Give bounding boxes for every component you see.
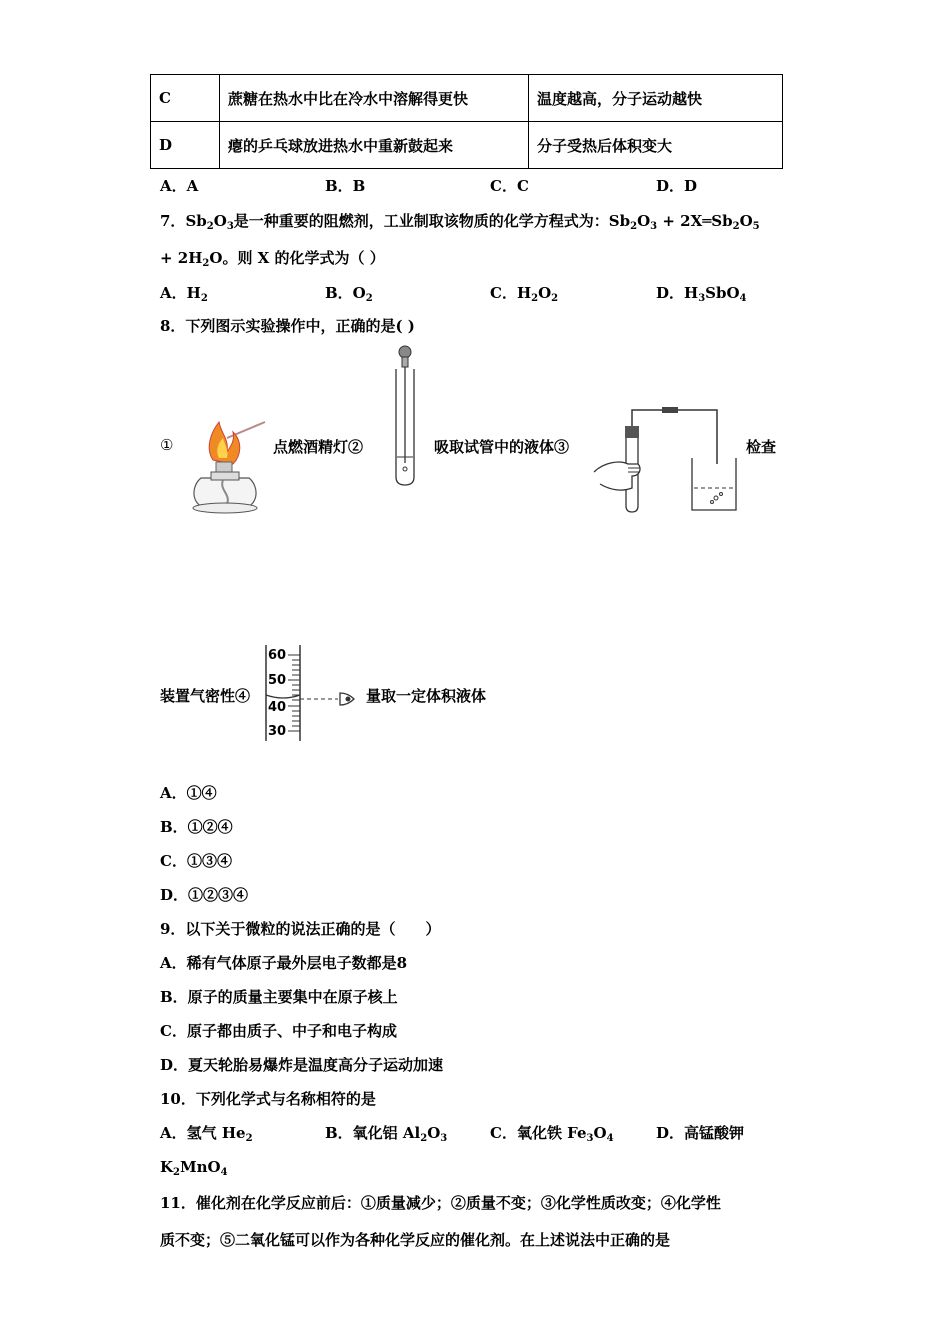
q10-option-b[interactable]: B．氧化铝 $Al_2O_3$ [325,1124,448,1144]
q7-option-a[interactable]: A．$H_2$ [160,284,208,304]
measuring-cylinder-image [262,643,362,743]
q9-option-a[interactable]: A．稀有气体原子最外层电子数都是8 [160,954,408,972]
cylinder-tick-label: 50 [268,673,287,688]
table-cell-phenomenon: 蔗糖在热水中比在冷水中溶解得更快 [220,75,529,122]
q9-option-c[interactable]: C．原子都由质子、中子和电子构成 [160,1022,397,1040]
q11-line1: 11．催化剂在化学反应前后：①质量减少；②质量不变；③化学性质改变；④化学性 [160,1194,721,1212]
q7-option-d[interactable]: D．$H_3SbO_4$ [656,284,747,304]
alcohol-lamp-image [183,408,273,516]
q9-option-b[interactable]: B．原子的质量主要集中在原子核上 [160,988,398,1006]
dropper-tube-image [392,345,420,490]
q9-option-d[interactable]: D．夏天轮胎易爆炸是温度高分子运动加速 [160,1056,444,1074]
q9-stem: 9．以下关于微粒的说法正确的是（ ） [160,920,441,938]
q7-option-b[interactable]: B．$O_2$ [325,284,373,304]
q7-line1-text: 是一种重要的阻燃剂，工业制取该物质的化学方程式为： [233,212,609,230]
q7-line2-text: 。则 X 的化学式为（ ） [222,249,385,267]
q7-number: 7． [160,212,186,230]
q7-option-c[interactable]: C．$H_2O_2$ [490,284,559,304]
table-cell-label: D [151,122,220,169]
table-cell-explanation: 分子受热后体积变大 [529,122,783,169]
q8-label-measure: 量取一定体积液体 [366,687,487,705]
q7-line1: 7．$Sb_2O_3$是一种重要的阻燃剂，工业制取该物质的化学方程式为：$Sb_2O_3$ + $2X═Sb_2O_5$ [160,212,760,232]
q8-label-check: 检查 [746,438,777,456]
q6-option-d[interactable]: D．D [656,177,698,195]
q8-option-d[interactable]: D．①②③④ [160,886,249,904]
table-row [151,75,783,122]
q6-option-b[interactable]: B．B [325,177,366,195]
q10-stem: 10．下列化学式与名称相符的是 [160,1090,376,1108]
cylinder-tick-label: 30 [268,724,287,739]
q8-option-b[interactable]: B．①②④ [160,818,233,836]
q8-label-draw-liquid: 吸取试管中的液体③ [434,438,570,456]
q11-line2: 质不变；⑤二氧化锰可以作为各种化学反应的催化剂。在上述说法中正确的是 [160,1231,671,1249]
table-row [151,122,783,169]
q10-option-c[interactable]: C．氧化铁 $Fe_3O_4$ [490,1124,614,1144]
q8-option-a[interactable]: A．①④ [160,784,217,802]
q8-label-light-lamp: 点燃酒精灯② [273,438,364,456]
table-cell-phenomenon: 瘪的乒乓球放进热水中重新鼓起来 [220,122,529,169]
cylinder-tick-label: 40 [268,700,287,715]
q10-option-d-formula: $K_2MnO_4$ [160,1158,228,1178]
q8-label-airtight: 装置气密性④ [160,687,251,705]
q8-stem: 8．下列图示实验操作中，正确的是( ) [160,317,415,335]
q8-option-c[interactable]: C．①③④ [160,852,232,870]
q6-option-a[interactable]: A．A [160,177,199,195]
table-cell-explanation: 温度越高，分子运动越快 [529,75,783,122]
table-cell-label: C [151,75,220,122]
cylinder-tick-label: 60 [268,648,287,663]
q6-option-c[interactable]: C．C [490,177,529,195]
airtight-check-image [592,402,742,517]
q7-line2: + $2H_2O$。则 X 的化学式为（ ） [160,249,385,269]
circle-1-label: ① [160,436,174,454]
q10-option-d[interactable]: D．高锰酸钾 [656,1124,745,1142]
q10-option-a[interactable]: A．氢气 $He_2$ [160,1124,253,1144]
answer-table [150,74,783,169]
